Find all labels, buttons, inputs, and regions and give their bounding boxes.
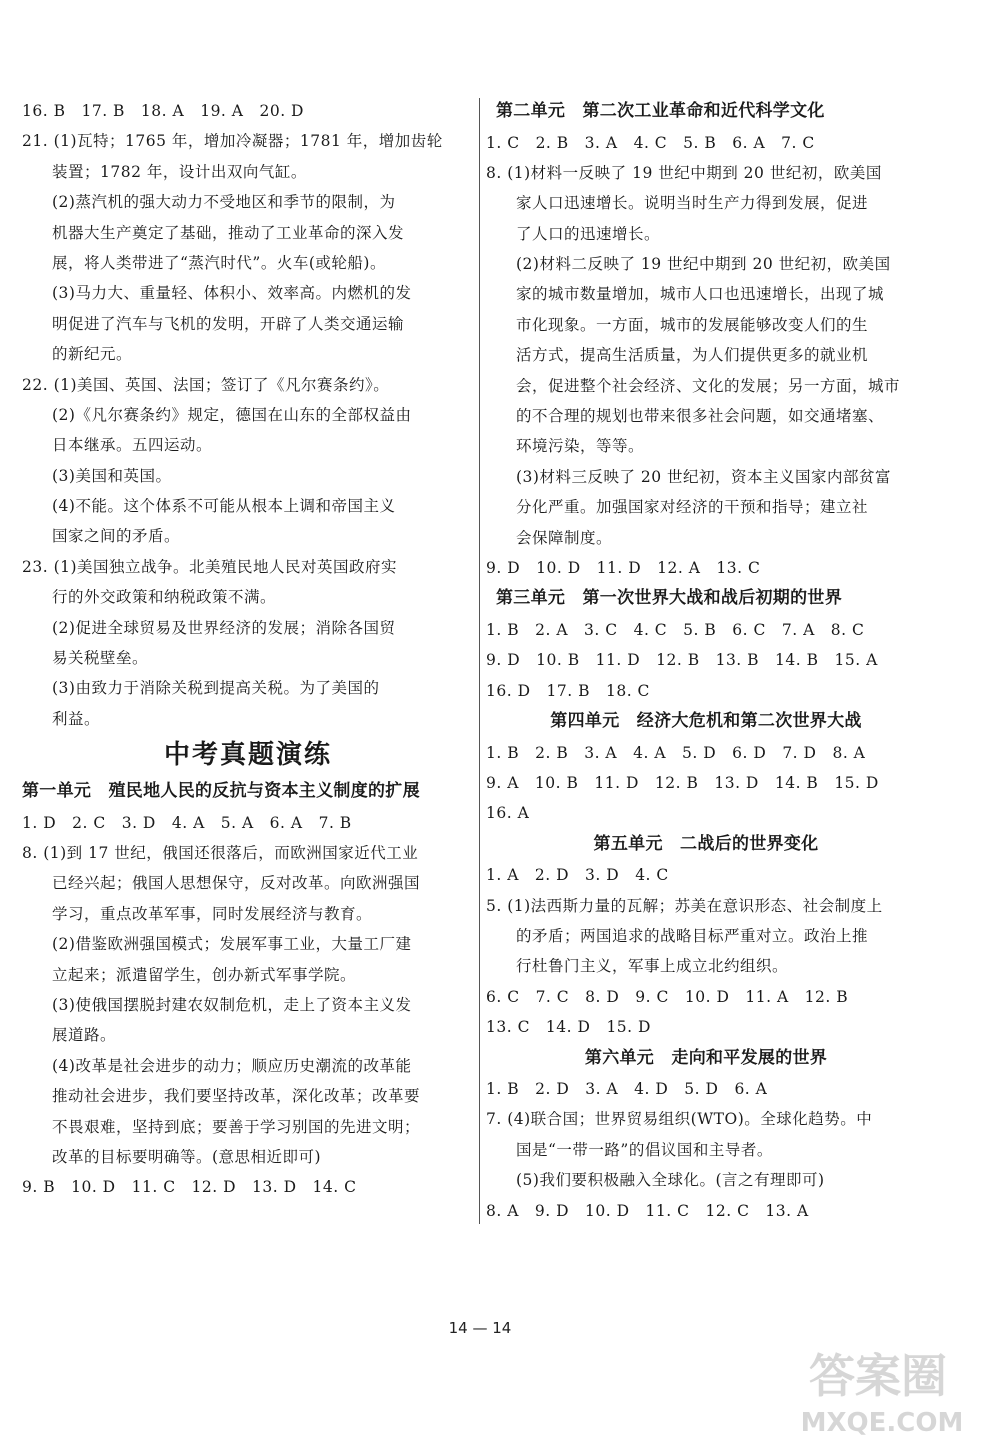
unit-3-answers (486, 615, 926, 706)
answer-line: 明促进了汽车与飞机的发明，开辟了人类交通运输 (52, 314, 405, 333)
answer-line: 家人口迅速增长。说明当时生产力得到发展，促进 (516, 194, 869, 213)
answer-line: 推动社会进步，我们要坚持改革，深化改革；改革要 (52, 1087, 421, 1106)
answer-line: (3)美国和英国。 (52, 466, 172, 485)
answer-line: 国家之间的矛盾。 (52, 527, 181, 546)
answer-line: 日本继承。五四运动。 (52, 436, 213, 455)
answer-line: (3)由致力于消除关税到提高关税。为了美国的 (52, 679, 380, 698)
answer-line: 的不合理的规划也带来很多社会问题，如交通堵塞、 (516, 407, 885, 426)
answer-line: 会，促进整个社会经济、文化的发展；另一方面，城市 (516, 376, 901, 395)
answer-line: (3)使俄国摆脱封建农奴制危机，走上了资本主义发 (52, 996, 412, 1015)
answer-line: 9. B 10. D 11. C 12. D 13. D 14. C (22, 1178, 357, 1197)
answer-line: (2)《凡尔赛条约》规定，德国在山东的全部权益由 (52, 405, 412, 424)
unit-6-answers (486, 1074, 926, 1226)
answer-line: (2)蒸汽机的强大动力不受地区和季节的限制，为 (52, 193, 396, 212)
answer-line: (3)马力大、重量轻、体积小、效率高。内燃机的发 (52, 284, 412, 303)
left-answer-block (22, 96, 474, 734)
answer-line: 9. D 10. B 11. D 12. B 13. B 14. B 15. A (486, 651, 878, 670)
unit-5-answers (486, 860, 926, 1042)
unit-1-answers (22, 808, 474, 1203)
answer-line: 1. A 2. D 3. D 4. C (486, 866, 669, 885)
answer-line: 9. A 10. B 11. D 12. B 13. D 14. B 15. D (486, 773, 879, 792)
answer-line: 1. B 2. A 3. C 4. C 5. B 6. C 7. A 8. C (486, 620, 865, 639)
answer-line: 1. C 2. B 3. A 4. C 5. B 6. A 7. C (486, 133, 815, 152)
watermark-logo (764, 1338, 992, 1438)
left-column (22, 96, 474, 1203)
answer-line: 装置；1782 年，设计出双向气缸。 (52, 162, 307, 181)
answer-line: 已经兴起；俄国人思想保守，反对改革。向欧洲强国 (52, 874, 421, 893)
answer-line: 了人口的迅速增长。 (516, 224, 661, 243)
answer-line: 9. D 10. D 11. D 12. A 13. C (486, 558, 761, 577)
answer-line: 22. (1)美国、英国、法国；签订了《凡尔赛条约》。 (22, 375, 390, 394)
answer-line: (4)不能。这个体系不可能从根本上调和帝国主义 (52, 497, 396, 516)
answer-line: 活方式，提高生活质量，为人们提供更多的就业机 (516, 346, 869, 365)
unit-4-answers (486, 738, 926, 829)
answer-line: 8. (1)到 17 世纪，俄国还很落后，而欧洲国家近代工业 (22, 844, 419, 863)
unit-4-heading: 第四单元 经济大危机和第二次世界大战 (550, 711, 862, 732)
answer-line: (2)材料二反映了 19 世纪中期到 20 世纪初，欧美国 (516, 255, 891, 274)
answer-line: 分化严重。加强国家对经济的干预和指导；建立社 (516, 498, 869, 517)
right-column (486, 96, 926, 1226)
answer-line: 16. B 17. B 18. A 19. A 20. D (22, 102, 304, 120)
unit-2-answers (486, 128, 926, 584)
answer-line: 23. (1)美国独立战争。北美殖民地人民对英国政府实 (22, 557, 398, 576)
answer-line: 的矛盾；两国追求的战略目标严重对立。政治上推 (516, 926, 869, 945)
answer-line: (5)我们要积极融入全球化。(言之有理即可) (516, 1171, 825, 1190)
answer-line: 7. (4)联合国；世界贸易组织(WTO)。全球化趋势。中 (486, 1110, 873, 1129)
unit-5-heading: 第五单元 二战后的世界变化 (593, 833, 819, 854)
answer-line: 21. (1)瓦特；1765 年，增加冷凝器；1781 年，增加齿轮 (22, 132, 443, 151)
answer-line: 1. B 2. B 3. A 4. A 5. D 6. D 7. D 8. A (486, 743, 866, 762)
answer-line: 展道路。 (52, 1026, 117, 1045)
answer-line: 8. (1)材料一反映了 19 世纪中期到 20 世纪初，欧美国 (486, 163, 882, 182)
unit-6-heading: 第六单元 走向和平发展的世界 (584, 1047, 828, 1068)
answer-line: 不畏艰难，坚持到底；要善于学习别国的先进文明； (52, 1117, 421, 1136)
answer-line: 机器大生产奠定了基础，推动了工业革命的深入发 (52, 223, 405, 242)
answer-line: 5. (1)法西斯力量的瓦解；苏美在意识形态、社会制度上 (486, 896, 883, 915)
page-number: 14 — 14 (448, 1319, 512, 1337)
answer-line: 16. A (486, 804, 530, 823)
answer-line: 1. D 2. C 3. D 4. A 5. A 6. A 7. B (22, 813, 352, 832)
answer-line: 8. A 9. D 10. D 11. C 12. C 13. A (486, 1201, 809, 1220)
watermark-url: MXQE.COM (800, 1408, 964, 1438)
answer-line: (4)改革是社会进步的动力；顺应历史潮流的改革能 (52, 1056, 412, 1075)
column-divider (479, 98, 480, 1224)
answer-line: 展，将人类带进了“蒸汽时代”。火车(或轮船)。 (52, 253, 386, 272)
answer-line: 1. B 2. D 3. A 4. D 5. D 6. A (486, 1080, 768, 1099)
answer-line: 改革的目标要明确等。(意思相近即可) (52, 1148, 322, 1166)
unit-3-heading: 第三单元 第一次世界大战和战后初期的世界 (496, 588, 842, 609)
answer-line: 学习，重点改革军事，同时发展经济与教育。 (52, 904, 373, 923)
unit-2-heading: 第二单元 第二次工业革命和近代科学文化 (496, 101, 825, 121)
answer-line: 国是“一带一路”的倡议国和主导者。 (516, 1140, 773, 1159)
answer-line: 环境污染，等等。 (516, 437, 645, 456)
answer-line: (2)借鉴欧洲强国模式；发展军事工业，大量工厂建 (52, 935, 412, 954)
watermark-text: 答案圈 (809, 1349, 947, 1403)
answer-line: 13. C 14. D 15. D (486, 1018, 651, 1037)
answer-line: 6. C 7. C 8. D 9. C 10. D 11. A 12. B (486, 987, 849, 1006)
answer-line: 会保障制度。 (516, 528, 613, 547)
answer-line: (2)促进全球贸易及世界经济的发展；消除各国贸 (52, 618, 396, 637)
unit-1-heading: 第一单元 殖民地人民的反抗与资本主义制度的扩展 (22, 781, 420, 802)
answer-line: (3)材料三反映了 20 世纪初，资本主义国家内部贫富 (516, 467, 892, 486)
answer-line: 的新纪元。 (52, 345, 133, 364)
answer-line: 行杜鲁门主义，军事上成立北约组织。 (516, 957, 789, 976)
section-title: 中考真题演练 (163, 740, 332, 771)
answer-line: 市化现象。一方面，城市的发展能够改变人们的生 (516, 315, 869, 334)
answer-line: 易关税壁垒。 (52, 649, 149, 668)
answer-line: 行的外交政策和纳税政策不满。 (52, 588, 277, 607)
answer-line: 立起来；派遣留学生，创办新式军事学院。 (52, 965, 357, 984)
answer-line: 16. D 17. B 18. C (486, 681, 650, 700)
answer-line: 利益。 (52, 709, 101, 728)
answer-line: 家的城市数量增加，城市人口也迅速增长，出现了城 (516, 285, 885, 304)
